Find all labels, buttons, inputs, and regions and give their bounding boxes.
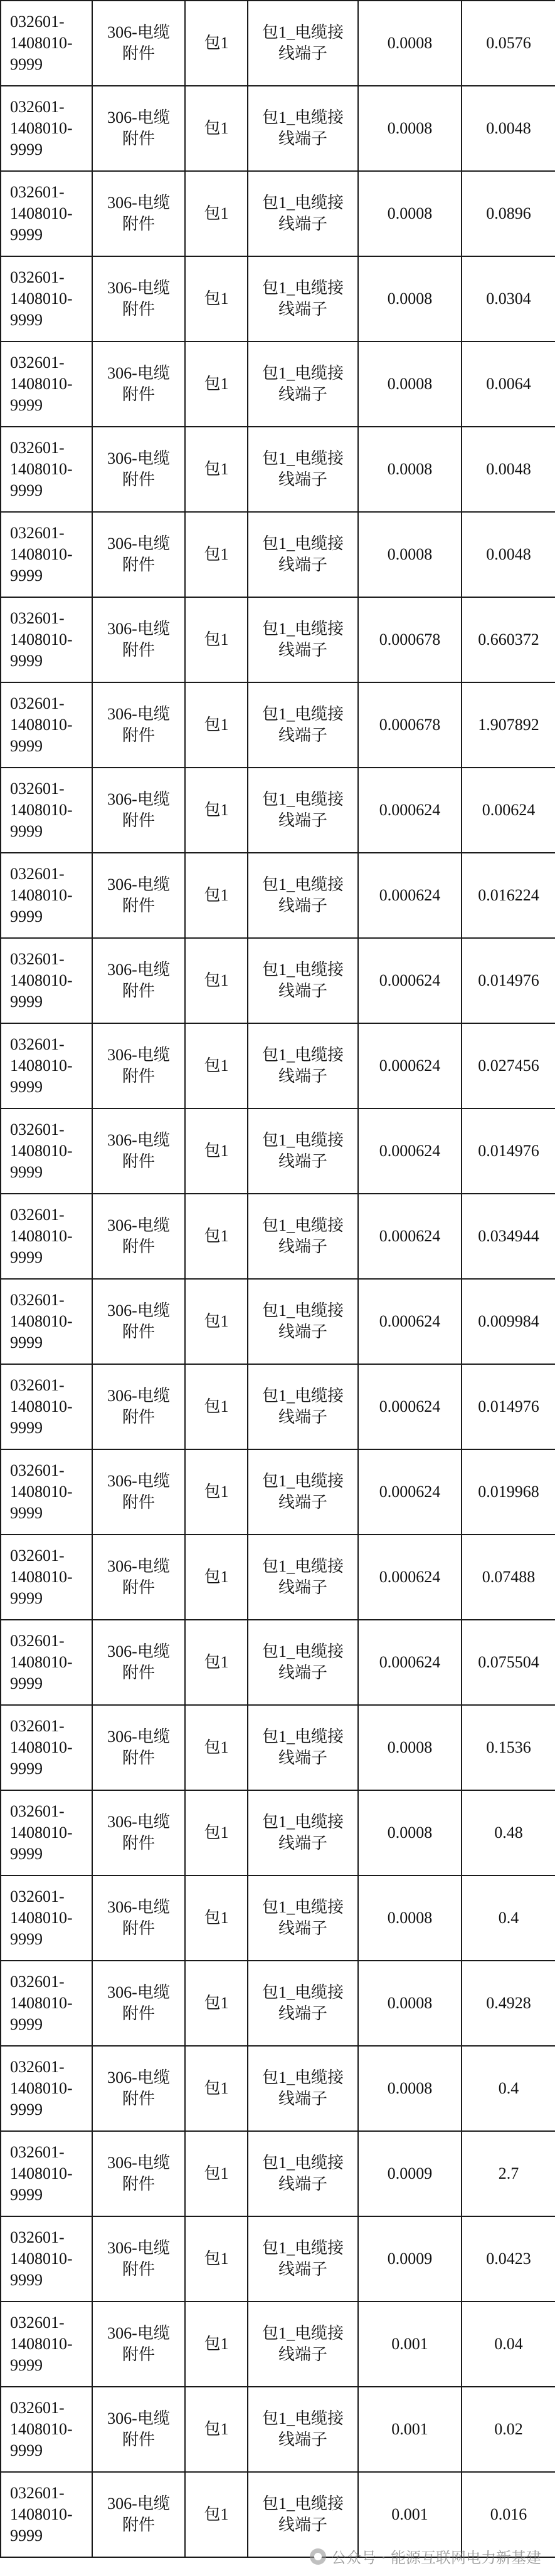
cell-qty: 0.000624 [358, 938, 462, 1023]
cell-amount: 0.0576 [462, 1, 555, 86]
cell-qty: 0.0008 [358, 1961, 462, 2046]
cell-amount: 0.0304 [462, 256, 555, 342]
cell-amount: 0.0064 [462, 342, 555, 427]
cell-package: 包1 [185, 86, 248, 171]
cell-category: 306-电缆 附件 [92, 2046, 185, 2131]
cell-code: 032601- 1408010- 9999 [1, 1790, 92, 1875]
cell-amount: 0.034944 [462, 1194, 555, 1279]
cell-name: 包1_电缆接 线端子 [248, 1875, 358, 1961]
table-row [1, 1279, 555, 1364]
cell-qty: 0.0009 [358, 2131, 462, 2216]
cell-name: 包1_电缆接 线端子 [248, 1194, 358, 1279]
table-row [1, 597, 555, 682]
cell-amount: 0.4928 [462, 1961, 555, 2046]
cell-qty: 0.000624 [358, 1108, 462, 1194]
cell-qty: 0.0008 [358, 86, 462, 171]
cell-qty: 0.001 [358, 2472, 462, 2557]
table-row [1, 1620, 555, 1705]
cell-package: 包1 [185, 1194, 248, 1279]
cell-code: 032601- 1408010- 9999 [1, 597, 92, 682]
cell-amount: 0.0423 [462, 2216, 555, 2302]
table-row [1, 682, 555, 768]
cell-name: 包1_电缆接 线端子 [248, 1961, 358, 2046]
cell-name: 包1_电缆接 线端子 [248, 1705, 358, 1790]
cell-code: 032601- 1408010- 9999 [1, 256, 92, 342]
table-row [1, 938, 555, 1023]
cell-category: 306-电缆 附件 [92, 427, 185, 512]
cell-package: 包1 [185, 1449, 248, 1535]
cell-qty: 0.0008 [358, 1705, 462, 1790]
cell-qty: 0.0008 [358, 342, 462, 427]
cell-qty: 0.000624 [358, 1364, 462, 1449]
cell-category: 306-电缆 附件 [92, 1, 185, 86]
cell-name: 包1_电缆接 线端子 [248, 1023, 358, 1108]
table-row [1, 256, 555, 342]
cell-category: 306-电缆 附件 [92, 171, 185, 256]
cell-category: 306-电缆 附件 [92, 1705, 185, 1790]
cell-category: 306-电缆 附件 [92, 512, 185, 597]
table-row [1, 2216, 555, 2302]
cell-category: 306-电缆 附件 [92, 938, 185, 1023]
cell-package: 包1 [185, 1620, 248, 1705]
cell-package: 包1 [185, 2216, 248, 2302]
wechat-logo-icon [310, 2548, 326, 2565]
table-row [1, 1790, 555, 1875]
cell-name: 包1_电缆接 线端子 [248, 256, 358, 342]
cell-category: 306-电缆 附件 [92, 2216, 185, 2302]
cell-name: 包1_电缆接 线端子 [248, 2216, 358, 2302]
cell-package: 包1 [185, 597, 248, 682]
cell-code: 032601- 1408010- 9999 [1, 427, 92, 512]
table-row [1, 1364, 555, 1449]
cell-name: 包1_电缆接 线端子 [248, 427, 358, 512]
cell-category: 306-电缆 附件 [92, 1535, 185, 1620]
table-row [1, 86, 555, 171]
cell-amount: 0.00624 [462, 768, 555, 853]
cell-qty: 0.000678 [358, 597, 462, 682]
cell-amount: 0.075504 [462, 1620, 555, 1705]
cell-amount: 0.016224 [462, 853, 555, 938]
cell-name: 包1_电缆接 线端子 [248, 682, 358, 768]
cell-package: 包1 [185, 1875, 248, 1961]
cell-qty: 0.000624 [358, 1620, 462, 1705]
cell-package: 包1 [185, 512, 248, 597]
cell-qty: 0.0008 [358, 512, 462, 597]
cell-category: 306-电缆 附件 [92, 2131, 185, 2216]
cell-package: 包1 [185, 2472, 248, 2557]
cell-amount: 0.0048 [462, 427, 555, 512]
cell-amount: 0.019968 [462, 1449, 555, 1535]
cell-category: 306-电缆 附件 [92, 1961, 185, 2046]
cell-name: 包1_电缆接 线端子 [248, 938, 358, 1023]
cell-code: 032601- 1408010- 9999 [1, 1023, 92, 1108]
cell-qty: 0.0008 [358, 427, 462, 512]
cell-code: 032601- 1408010- 9999 [1, 2387, 92, 2472]
cell-qty: 0.0008 [358, 1875, 462, 1961]
cell-package: 包1 [185, 1535, 248, 1620]
cell-amount: 0.014976 [462, 1108, 555, 1194]
cell-amount: 0.014976 [462, 938, 555, 1023]
cell-amount: 0.027456 [462, 1023, 555, 1108]
table-row [1, 2472, 555, 2557]
cell-category: 306-电缆 附件 [92, 342, 185, 427]
cell-category: 306-电缆 附件 [92, 2472, 185, 2557]
cell-name: 包1_电缆接 线端子 [248, 1535, 358, 1620]
cell-amount: 0.014976 [462, 1364, 555, 1449]
cell-amount: 1.907892 [462, 682, 555, 768]
cell-qty: 0.0008 [358, 1, 462, 86]
table-row [1, 171, 555, 256]
cell-name: 包1_电缆接 线端子 [248, 1449, 358, 1535]
cell-code: 032601- 1408010- 9999 [1, 1449, 92, 1535]
cell-qty: 0.000678 [358, 682, 462, 768]
cell-package: 包1 [185, 1364, 248, 1449]
cell-code: 032601- 1408010- 9999 [1, 682, 92, 768]
cell-qty: 0.000624 [358, 1023, 462, 1108]
table-row [1, 1, 555, 86]
cell-amount: 0.04 [462, 2302, 555, 2387]
table-row [1, 512, 555, 597]
cell-qty: 0.0008 [358, 2046, 462, 2131]
cell-name: 包1_电缆接 线端子 [248, 512, 358, 597]
cell-package: 包1 [185, 768, 248, 853]
cell-category: 306-电缆 附件 [92, 2387, 185, 2472]
cell-code: 032601- 1408010- 9999 [1, 2472, 92, 2557]
cell-code: 032601- 1408010- 9999 [1, 2046, 92, 2131]
cell-package: 包1 [185, 682, 248, 768]
cell-name: 包1_电缆接 线端子 [248, 2046, 358, 2131]
cell-category: 306-电缆 附件 [92, 597, 185, 682]
cell-category: 306-电缆 附件 [92, 1279, 185, 1364]
cell-code: 032601- 1408010- 9999 [1, 938, 92, 1023]
cell-qty: 0.0008 [358, 256, 462, 342]
cell-code: 032601- 1408010- 9999 [1, 1961, 92, 2046]
cell-qty: 0.000624 [358, 1279, 462, 1364]
cell-code: 032601- 1408010- 9999 [1, 1705, 92, 1790]
cell-category: 306-电缆 附件 [92, 682, 185, 768]
cell-code: 032601- 1408010- 9999 [1, 86, 92, 171]
cell-package: 包1 [185, 2131, 248, 2216]
cell-code: 032601- 1408010- 9999 [1, 1875, 92, 1961]
cell-package: 包1 [185, 1, 248, 86]
table-row [1, 427, 555, 512]
cell-qty: 0.000624 [358, 768, 462, 853]
watermark-text: 公众号 · 能源互联网电力新基建 [331, 2549, 541, 2567]
table-row [1, 2131, 555, 2216]
table-row [1, 853, 555, 938]
cell-package: 包1 [185, 2046, 248, 2131]
cell-package: 包1 [185, 1961, 248, 2046]
table-row [1, 2302, 555, 2387]
cell-package: 包1 [185, 1790, 248, 1875]
table-row [1, 2387, 555, 2472]
cell-name: 包1_电缆接 线端子 [248, 2302, 358, 2387]
cell-qty: 0.001 [358, 2387, 462, 2472]
cell-amount: 0.4 [462, 2046, 555, 2131]
cell-amount: 0.02 [462, 2387, 555, 2472]
table-row [1, 768, 555, 853]
cell-amount: 0.48 [462, 1790, 555, 1875]
table-row [1, 1194, 555, 1279]
cell-name: 包1_电缆接 线端子 [248, 1279, 358, 1364]
cell-code: 032601- 1408010- 9999 [1, 768, 92, 853]
cell-package: 包1 [185, 1023, 248, 1108]
cell-qty: 0.000624 [358, 853, 462, 938]
cell-qty: 0.000624 [358, 1449, 462, 1535]
cell-package: 包1 [185, 1279, 248, 1364]
cell-amount: 0.660372 [462, 597, 555, 682]
cell-name: 包1_电缆接 线端子 [248, 1, 358, 86]
cell-package: 包1 [185, 256, 248, 342]
cell-name: 包1_电缆接 线端子 [248, 342, 358, 427]
cell-code: 032601- 1408010- 9999 [1, 171, 92, 256]
cell-name: 包1_电缆接 线端子 [248, 1790, 358, 1875]
cell-name: 包1_电缆接 线端子 [248, 2472, 358, 2557]
cell-amount: 0.07488 [462, 1535, 555, 1620]
cell-category: 306-电缆 附件 [92, 1620, 185, 1705]
cell-code: 032601- 1408010- 9999 [1, 1620, 92, 1705]
cell-code: 032601- 1408010- 9999 [1, 853, 92, 938]
cell-package: 包1 [185, 2387, 248, 2472]
cell-amount: 0.0048 [462, 86, 555, 171]
cell-category: 306-电缆 附件 [92, 1194, 185, 1279]
cell-name: 包1_电缆接 线端子 [248, 2131, 358, 2216]
cell-name: 包1_电缆接 线端子 [248, 86, 358, 171]
cell-code: 032601- 1408010- 9999 [1, 1364, 92, 1449]
cell-name: 包1_电缆接 线端子 [248, 853, 358, 938]
cell-package: 包1 [185, 2302, 248, 2387]
cell-name: 包1_电缆接 线端子 [248, 1620, 358, 1705]
watermark [310, 2545, 541, 2567]
cell-amount: 0.009984 [462, 1279, 555, 1364]
cell-category: 306-电缆 附件 [92, 853, 185, 938]
cell-code: 032601- 1408010- 9999 [1, 2131, 92, 2216]
cell-code: 032601- 1408010- 9999 [1, 512, 92, 597]
cell-qty: 0.001 [358, 2302, 462, 2387]
cell-amount: 2.7 [462, 2131, 555, 2216]
cell-amount: 0.1536 [462, 1705, 555, 1790]
cell-code: 032601- 1408010- 9999 [1, 1279, 92, 1364]
cell-package: 包1 [185, 427, 248, 512]
cell-name: 包1_电缆接 线端子 [248, 1108, 358, 1194]
cell-qty: 0.000624 [358, 1194, 462, 1279]
cell-amount: 0.016 [462, 2472, 555, 2557]
table-row [1, 1449, 555, 1535]
cell-category: 306-电缆 附件 [92, 1875, 185, 1961]
cell-code: 032601- 1408010- 9999 [1, 1, 92, 86]
cell-amount: 0.0048 [462, 512, 555, 597]
cell-code: 032601- 1408010- 9999 [1, 1194, 92, 1279]
cell-package: 包1 [185, 171, 248, 256]
cell-package: 包1 [185, 853, 248, 938]
cell-qty: 0.0009 [358, 2216, 462, 2302]
cell-package: 包1 [185, 1108, 248, 1194]
cell-code: 032601- 1408010- 9999 [1, 342, 92, 427]
table-row [1, 1875, 555, 1961]
cell-category: 306-电缆 附件 [92, 1364, 185, 1449]
cell-category: 306-电缆 附件 [92, 1449, 185, 1535]
cell-code: 032601- 1408010- 9999 [1, 2216, 92, 2302]
table-row [1, 2046, 555, 2131]
cell-amount: 0.0896 [462, 171, 555, 256]
cell-package: 包1 [185, 342, 248, 427]
cell-category: 306-电缆 附件 [92, 86, 185, 171]
cell-name: 包1_电缆接 线端子 [248, 2387, 358, 2472]
cell-name: 包1_电缆接 线端子 [248, 768, 358, 853]
cell-code: 032601- 1408010- 9999 [1, 2302, 92, 2387]
cell-name: 包1_电缆接 线端子 [248, 1364, 358, 1449]
table-row [1, 1023, 555, 1108]
cell-category: 306-电缆 附件 [92, 256, 185, 342]
cell-category: 306-电缆 附件 [92, 1790, 185, 1875]
cell-code: 032601- 1408010- 9999 [1, 1535, 92, 1620]
cell-qty: 0.0008 [358, 1790, 462, 1875]
cell-code: 032601- 1408010- 9999 [1, 1108, 92, 1194]
table-row [1, 1108, 555, 1194]
cell-category: 306-电缆 附件 [92, 1023, 185, 1108]
cell-amount: 0.4 [462, 1875, 555, 1961]
cell-category: 306-电缆 附件 [92, 1108, 185, 1194]
cell-qty: 0.000624 [358, 1535, 462, 1620]
table-row [1, 1535, 555, 1620]
cell-category: 306-电缆 附件 [92, 2302, 185, 2387]
table-row [1, 1705, 555, 1790]
cell-category: 306-电缆 附件 [92, 768, 185, 853]
table-row [1, 1961, 555, 2046]
cell-package: 包1 [185, 1705, 248, 1790]
cell-name: 包1_电缆接 线端子 [248, 597, 358, 682]
cell-package: 包1 [185, 938, 248, 1023]
table-body [1, 1, 555, 2557]
table-row [1, 342, 555, 427]
cell-qty: 0.0008 [358, 171, 462, 256]
cell-name: 包1_电缆接 线端子 [248, 171, 358, 256]
